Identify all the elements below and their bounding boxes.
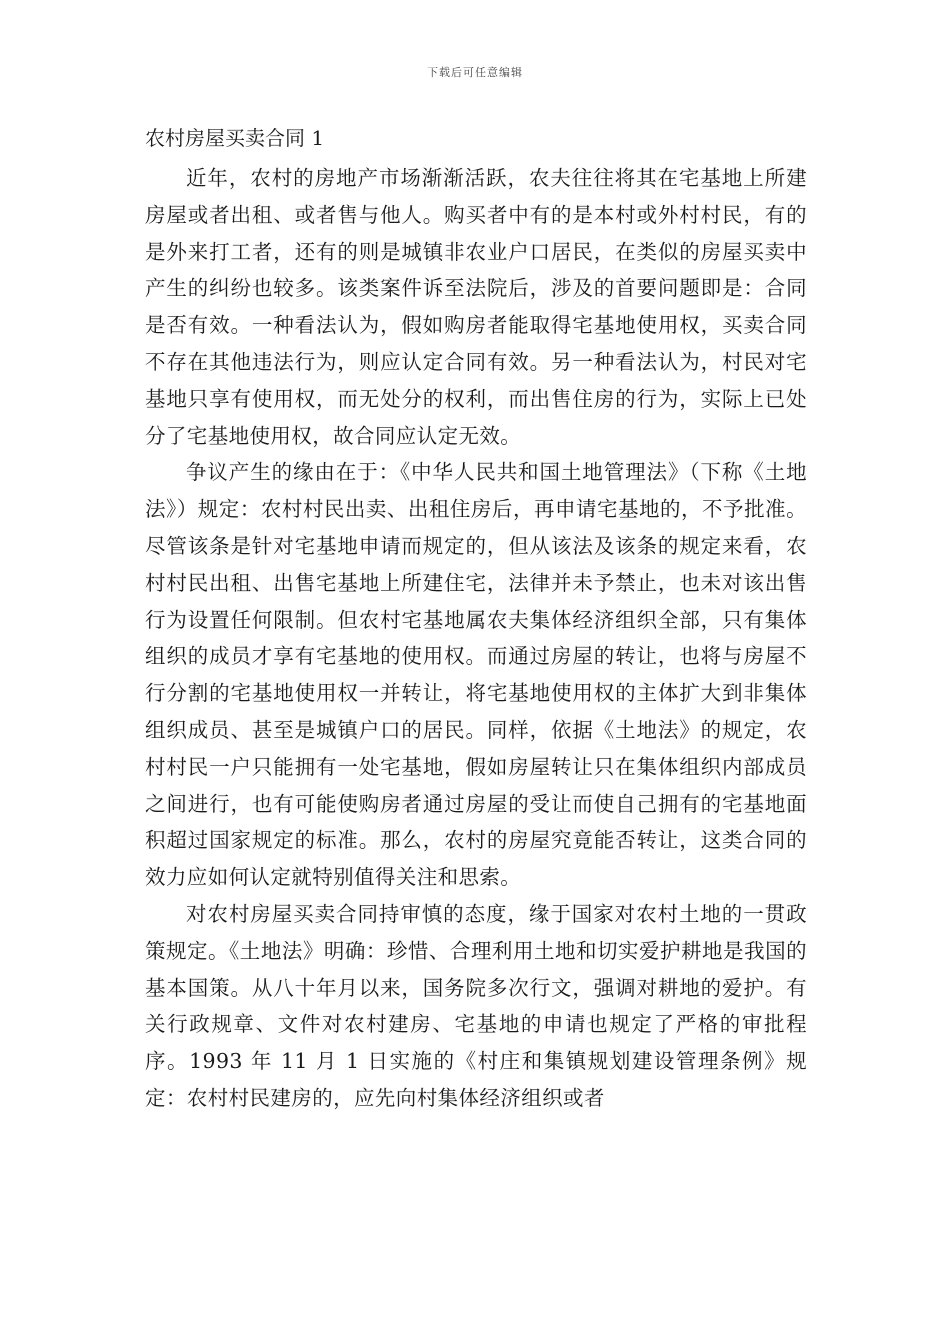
- document-body: [145, 120, 807, 1117]
- paragraph-1: 近年，农村的房地产市场渐渐活跃，农夫往往将其在宅基地上所建房屋或者出租、或者售与他人。购买者中有的是本村或外村村民，有的是外来打工者，还有的则是城镇非农业户口居民，在类似的房屋买卖中产生的纠纷也较多。该类案件诉至法院后，涉及的首要问题即是：合同是否有效。一种看法认为，假如购房者能取得宅基地使用权，买卖合同不存在其他违法行为，则应认定合同有效。另一种看法认为，村民对宅基地只享有使用权，而无处分的权利，而出售住房的行为，实际上已处分了宅基地使用权，故合同应认定无效。: [145, 166, 807, 448]
- document-title: 农村房屋买卖合同 1: [145, 126, 325, 150]
- paragraph-2: 争议产生的缘由在于：《中华人民共和国土地管理法》（下称《土地法》）规定：农村村民出卖、出租住房后，再申请宅基地的，不予批准。尽管该条是针对宅基地申请而规定的，但从该法及该条的规定来看，农村村民出租、出售宅基地上所建住宅，法律并未予禁止，也未对该出售行为设置任何限制。但农村宅基地属农夫集体经济组织全部，只有集体组织的成员才享有宅基地的使用权。而通过房屋的转让，也将与房屋不行分割的宅基地使用权一并转让，将宅基地使用权的主体扩大到非集体组织成员、甚至是城镇户口的居民。同样，依据《土地法》的规定，农村村民一户只能拥有一处宅基地，假如房屋转让只在集体组织内部成员之间进行，也有可能使购房者通过房屋的受让而使自己拥有的宅基地面积超过国家规定的标准。那么，农村的房屋究竟能否转让，这类合同的效力应如何认定就特别值得关注和思索。: [145, 460, 807, 890]
- paragraph-3: 对农村房屋买卖合同持审慎的态度，缘于国家对农村土地的一贯政策规定。《土地法》明确：珍惜、合理利用土地和切实爱护耕地是我国的基本国策。从八十年月以来，国务院多次行文，强调对耕地的爱护。有关行政规章、文件对农村建房、宅基地的申请也规定了严格的审批程序。1993 年 11 月 1 日实施的《村庄和集镇规划建设管理条例》规定：农村村民建房的，应先向村集体经济组织或者: [145, 901, 807, 1110]
- header-note: 下载后可任意编辑: [427, 66, 523, 79]
